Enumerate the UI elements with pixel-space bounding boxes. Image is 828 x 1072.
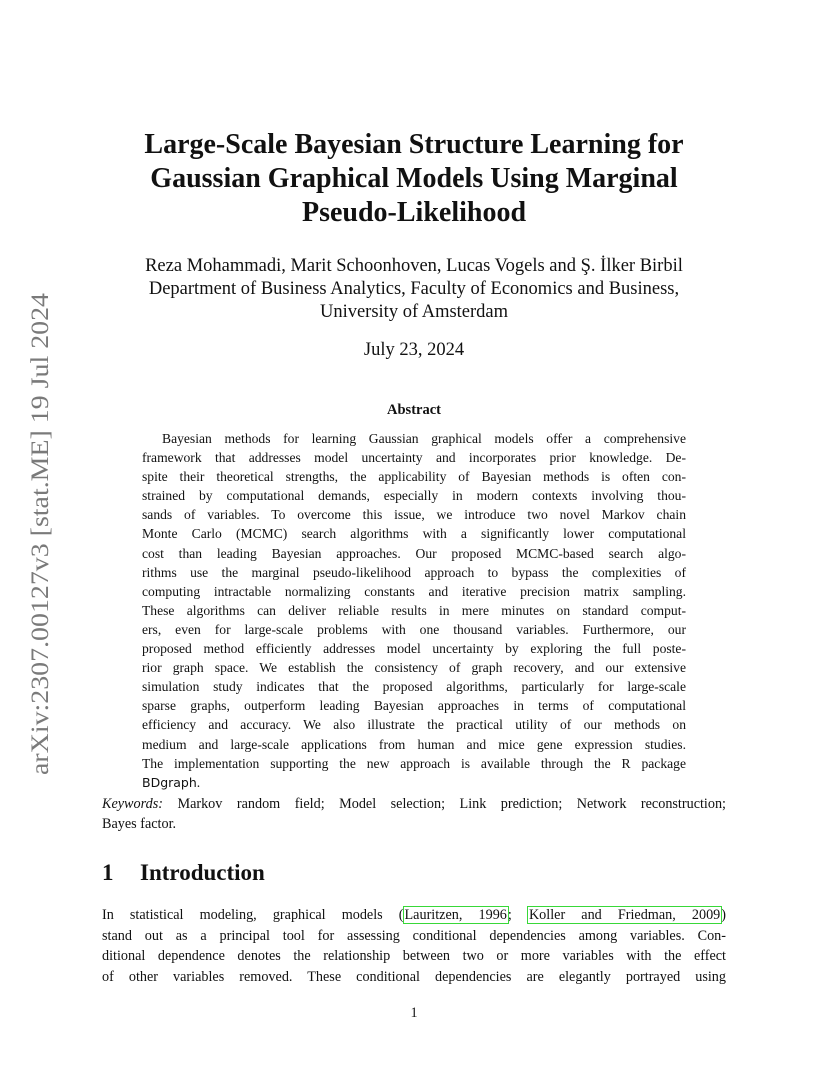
abstract-line: efficiency and accuracy. We also illustrate the practical utility of our methods on	[142, 717, 686, 733]
intro-line: ditional dependence denotes the relationship between two or more variables with the effect	[102, 948, 726, 965]
section-number: 1	[102, 860, 114, 885]
keywords-line: Bayes factor.	[102, 816, 177, 832]
abstract-line: cost than leading Bayesian approaches. Our proposed MCMC-based search algo-	[142, 545, 686, 561]
abstract-line: medium and large-scale applications from human and mice gene expression studies.	[142, 736, 686, 752]
keywords-line	[102, 794, 726, 814]
abstract-line: spite their theoretical strengths, the applicability of Bayesian methods is often con-	[142, 469, 686, 485]
title-line: Pseudo-Likelihood	[301, 197, 527, 228]
intro-text: In statistical modeling, graphical models (	[102, 907, 404, 923]
abstract-line: computing intractable normalizing constants and iterative precision matrix sampling.	[142, 583, 686, 599]
affiliation-line: Department of Business Analytics, Faculty of Economics and Business,	[148, 279, 680, 299]
intro-text: )	[721, 907, 726, 923]
abstract-line: simulation study indicates that the proposed algorithms, particularly for large-scale	[142, 679, 686, 695]
citation-link[interactable]: Koller and Friedman, 2009	[528, 907, 721, 923]
author-list: Reza Mohammadi, Marit Schoonhoven, Lucas Vogels and Ş. İlker Birbil	[145, 256, 683, 276]
author-block	[60, 255, 768, 324]
section-title: Introduction	[140, 860, 265, 885]
abstract-line: rior graph space. We establish the consistency of graph recovery, and our extensive	[142, 660, 686, 676]
abstract-line: strained by computational demands, especially in modern contexts involving thou-	[142, 488, 686, 504]
abstract-line: The implementation supporting the new approach is available through the R package	[142, 755, 686, 771]
keywords-block	[102, 794, 726, 834]
abstract-last-line	[142, 773, 686, 792]
title-line: Large-Scale Bayesian Structure Learning for	[144, 129, 684, 160]
arxiv-identifier-stamp	[4, 290, 64, 780]
abstract-line: Monte Carlo (MCMC) search algorithms with a significantly lower computational	[142, 526, 686, 542]
keywords-label: Keywords:	[102, 796, 163, 812]
keywords-text: Markov random field; Model selection; Link prediction; Network reconstruction;	[177, 796, 726, 812]
introduction-body	[102, 905, 726, 987]
abstract-line: rithms use the marginal pseudo-likelihood approach to bypass the complexities of	[142, 564, 686, 580]
package-name: BDgraph	[142, 774, 197, 790]
abstract-line: framework that addresses model uncertainty and incorporates prior knowledge. De-	[142, 450, 686, 466]
abstract-line: proposed method efficiently addresses model uncertainty by exploring the full poste-	[142, 641, 686, 657]
abstract-line: ers, even for large-scale problems with one thousand variables. Furthermore, our	[142, 621, 686, 637]
abstract-line: sparse graphs, outperform leading Bayesian approaches in terms of computational	[142, 698, 686, 714]
intro-line	[102, 905, 726, 926]
paper-title	[60, 128, 768, 230]
intro-line: of other variables removed. These conditional dependencies are elegantly portrayed using	[102, 968, 726, 985]
title-line: Gaussian Graphical Models Using Marginal	[150, 163, 678, 194]
section-heading	[102, 860, 265, 886]
abstract-line: These algorithms can deliver reliable results in mere minutes on standard comput-	[142, 602, 686, 618]
package-suffix: .	[196, 774, 201, 790]
affiliation-line: University of Amsterdam	[319, 302, 509, 322]
abstract-body	[142, 429, 686, 792]
abstract-line: Bayesian methods for learning Gaussian graphical models offer a comprehensive	[162, 431, 686, 446]
paper-date: July 23, 2024	[363, 340, 465, 360]
intro-text: ;	[507, 907, 528, 923]
arxiv-stamp-text: arXiv:2307.00127v3 [stat.ME] 19 Jul 2024	[27, 343, 54, 775]
citation-link[interactable]: Lauritzen, 1996	[404, 907, 507, 923]
abstract-line: sands of variables. To overcome this issue, we introduce two novel Markov chain	[142, 507, 686, 523]
intro-line: stand out as a principal tool for assessing conditional dependencies among variables. Con-	[102, 927, 726, 944]
page-number: 1	[410, 1005, 418, 1021]
abstract-heading: Abstract	[387, 402, 441, 418]
